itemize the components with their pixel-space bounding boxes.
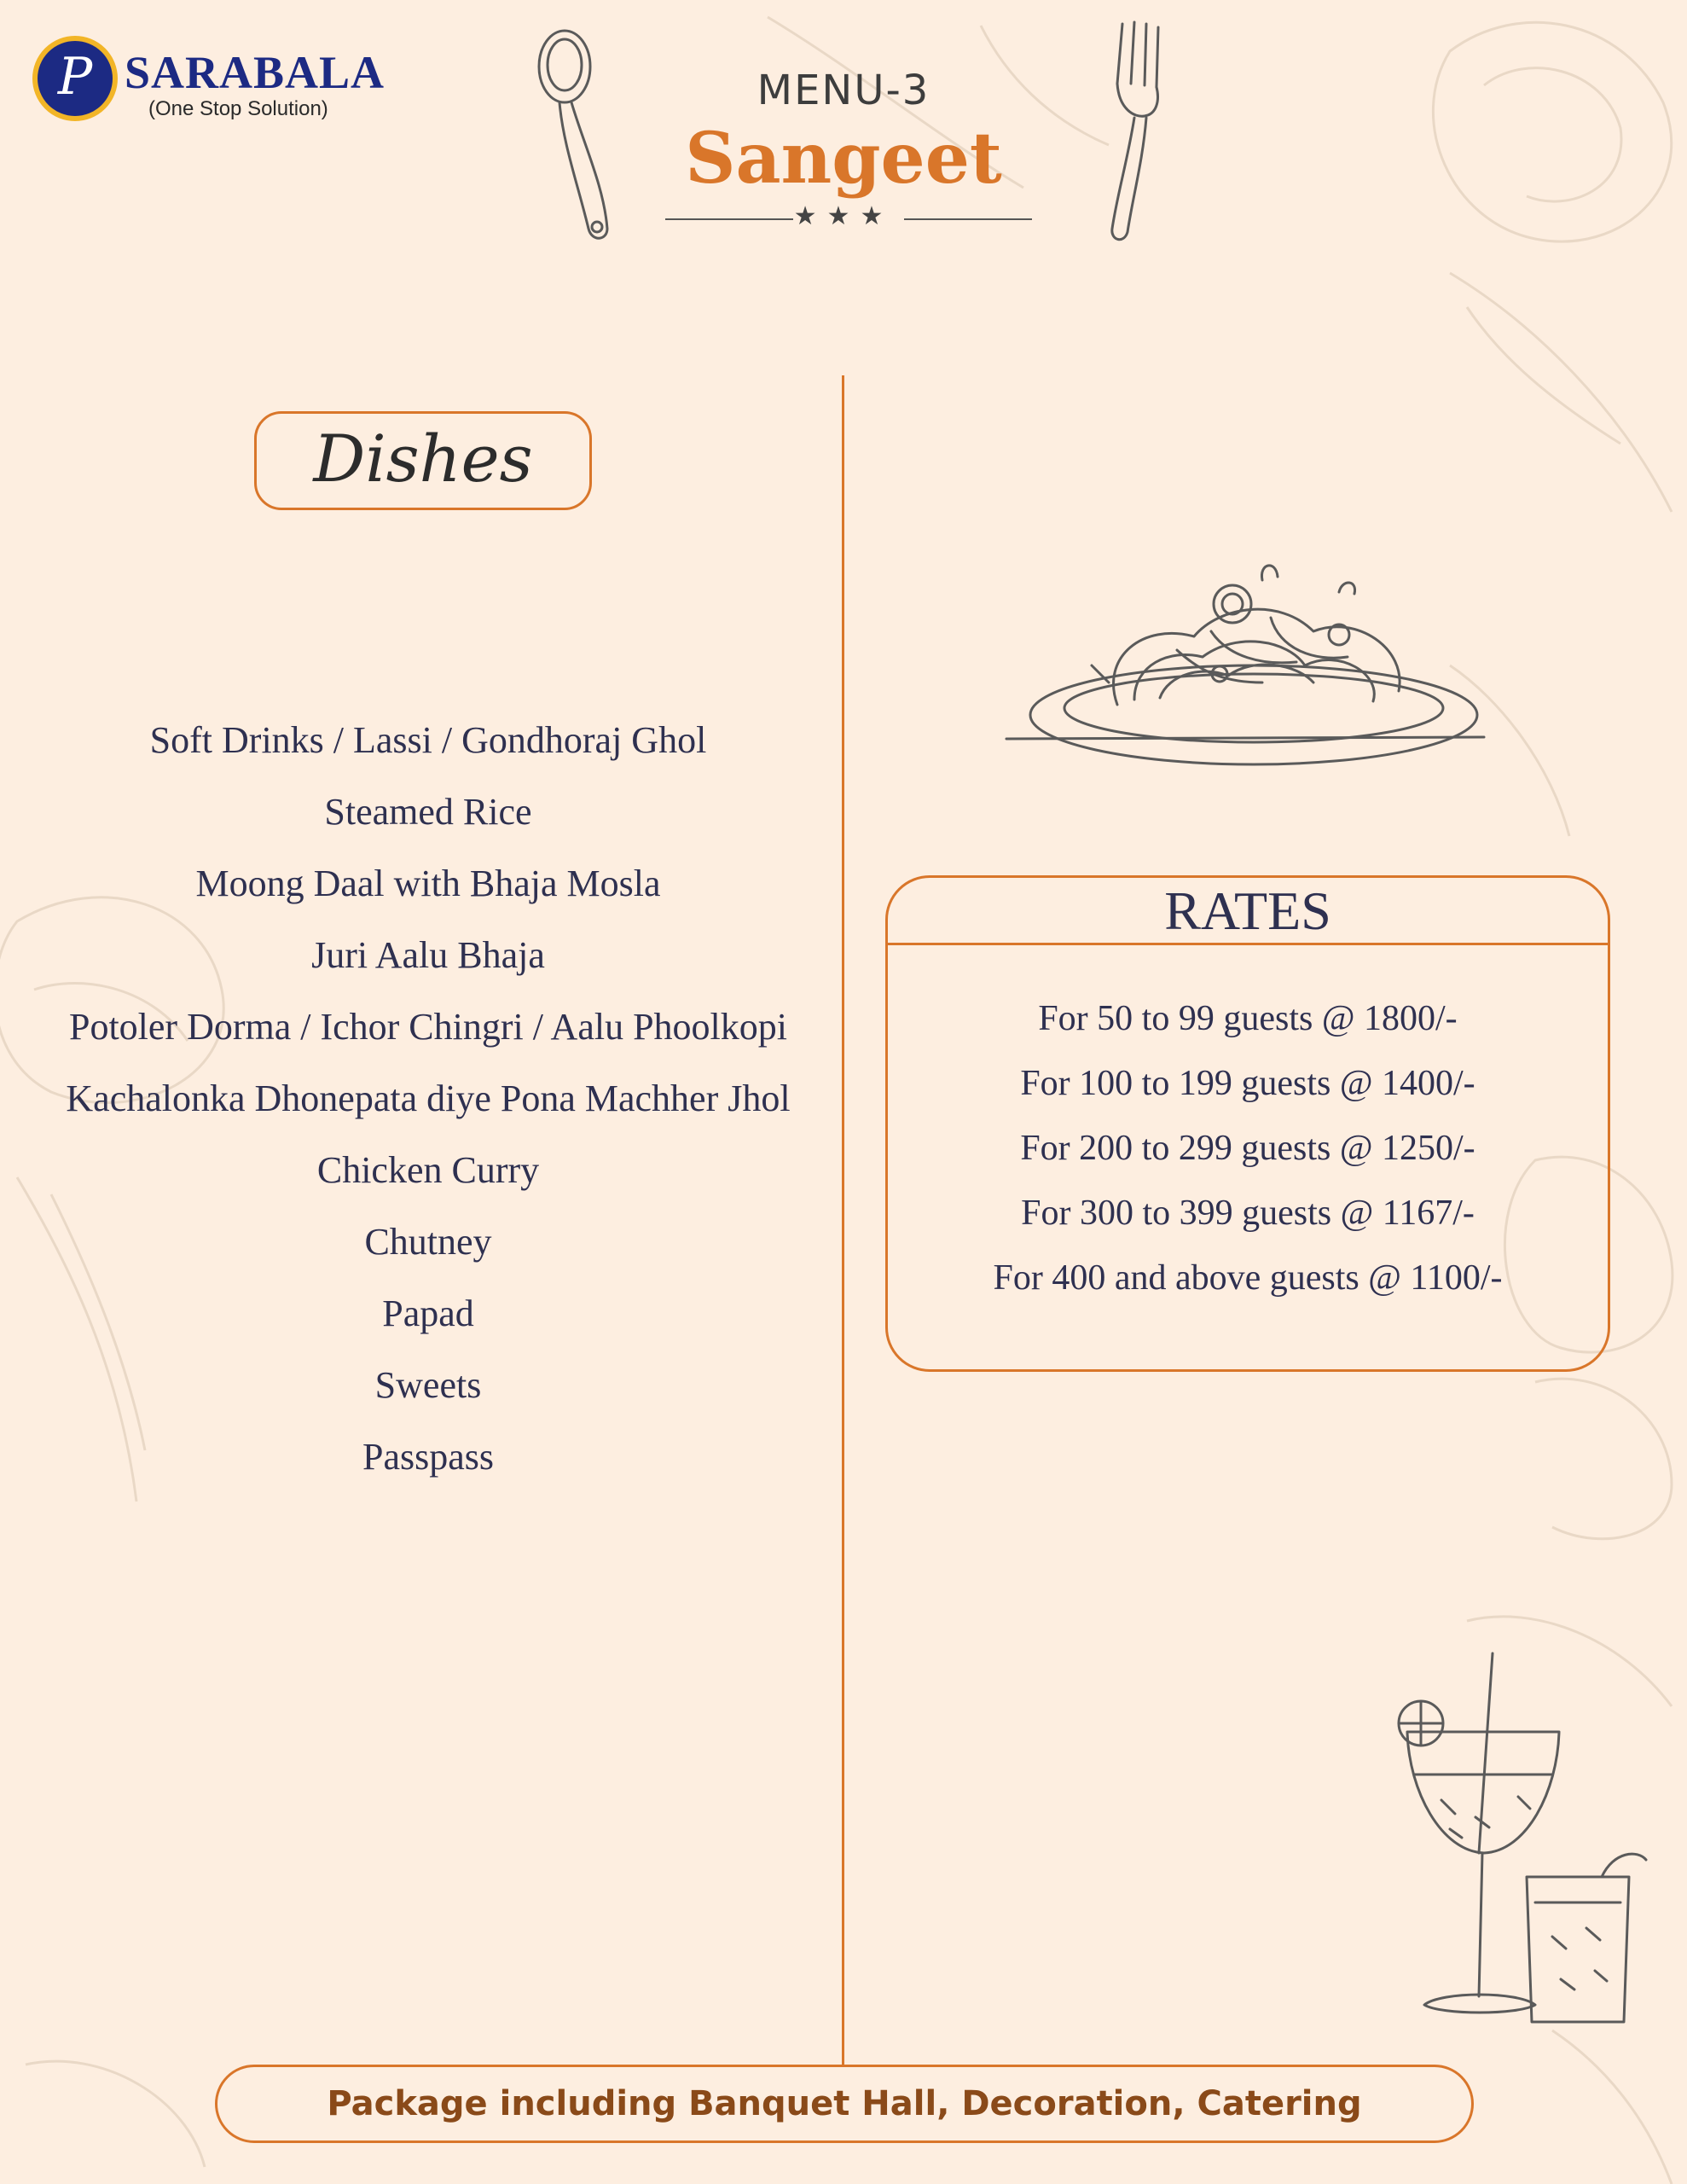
dish-item: Sweets xyxy=(374,1364,482,1406)
dish-item: Steamed Rice xyxy=(324,791,532,833)
brand-tagline: (One Stop Solution) xyxy=(148,97,328,120)
dish-item: Moong Daal with Bhaja Mosla xyxy=(195,863,661,904)
rate-item: For 400 and above guests @ 1100/- xyxy=(993,1258,1503,1298)
pasta-plate-icon xyxy=(1006,555,1501,785)
package-banner: Package including Banquet Hall, Decoration, Catering xyxy=(215,2065,1474,2143)
rate-item: For 200 to 299 guests @ 1250/- xyxy=(1020,1129,1475,1168)
dish-item: Juri Aalu Bhaja xyxy=(311,934,545,976)
dish-item: Soft Drinks / Lassi / Gondhoraj Ghol xyxy=(149,719,707,761)
dish-item: Chicken Curry xyxy=(316,1149,540,1191)
dish-item: Potoler Dorma / Ichor Chingri / Aalu Phoolkopi xyxy=(68,1006,788,1048)
dish-item: Papad xyxy=(382,1292,474,1334)
menu-name: Sangeet xyxy=(685,118,1002,200)
dish-item: Chutney xyxy=(364,1221,492,1263)
menu-number: MENU-3 xyxy=(757,67,930,114)
dish-item: Passpass xyxy=(362,1436,495,1478)
dish-list xyxy=(0,705,856,1493)
dish-item: Kachalonka Dhonepata diye Pona Machher Jhol xyxy=(66,1077,791,1119)
drinks-icon xyxy=(1390,1647,1672,2039)
logo-badge: P xyxy=(32,36,118,121)
title-stars: ★★★ xyxy=(793,202,894,230)
rate-item: For 100 to 199 guests @ 1400/- xyxy=(1020,1064,1475,1103)
rates-heading: RATES xyxy=(1164,880,1331,941)
rates-rule xyxy=(887,943,1609,945)
brand-name: SARABALA xyxy=(125,47,386,98)
rate-item: For 50 to 99 guests @ 1800/- xyxy=(1038,999,1458,1038)
rate-item: For 300 to 399 guests @ 1167/- xyxy=(1021,1194,1475,1233)
rate-list xyxy=(885,986,1610,1310)
dishes-heading: Dishes xyxy=(254,411,592,510)
